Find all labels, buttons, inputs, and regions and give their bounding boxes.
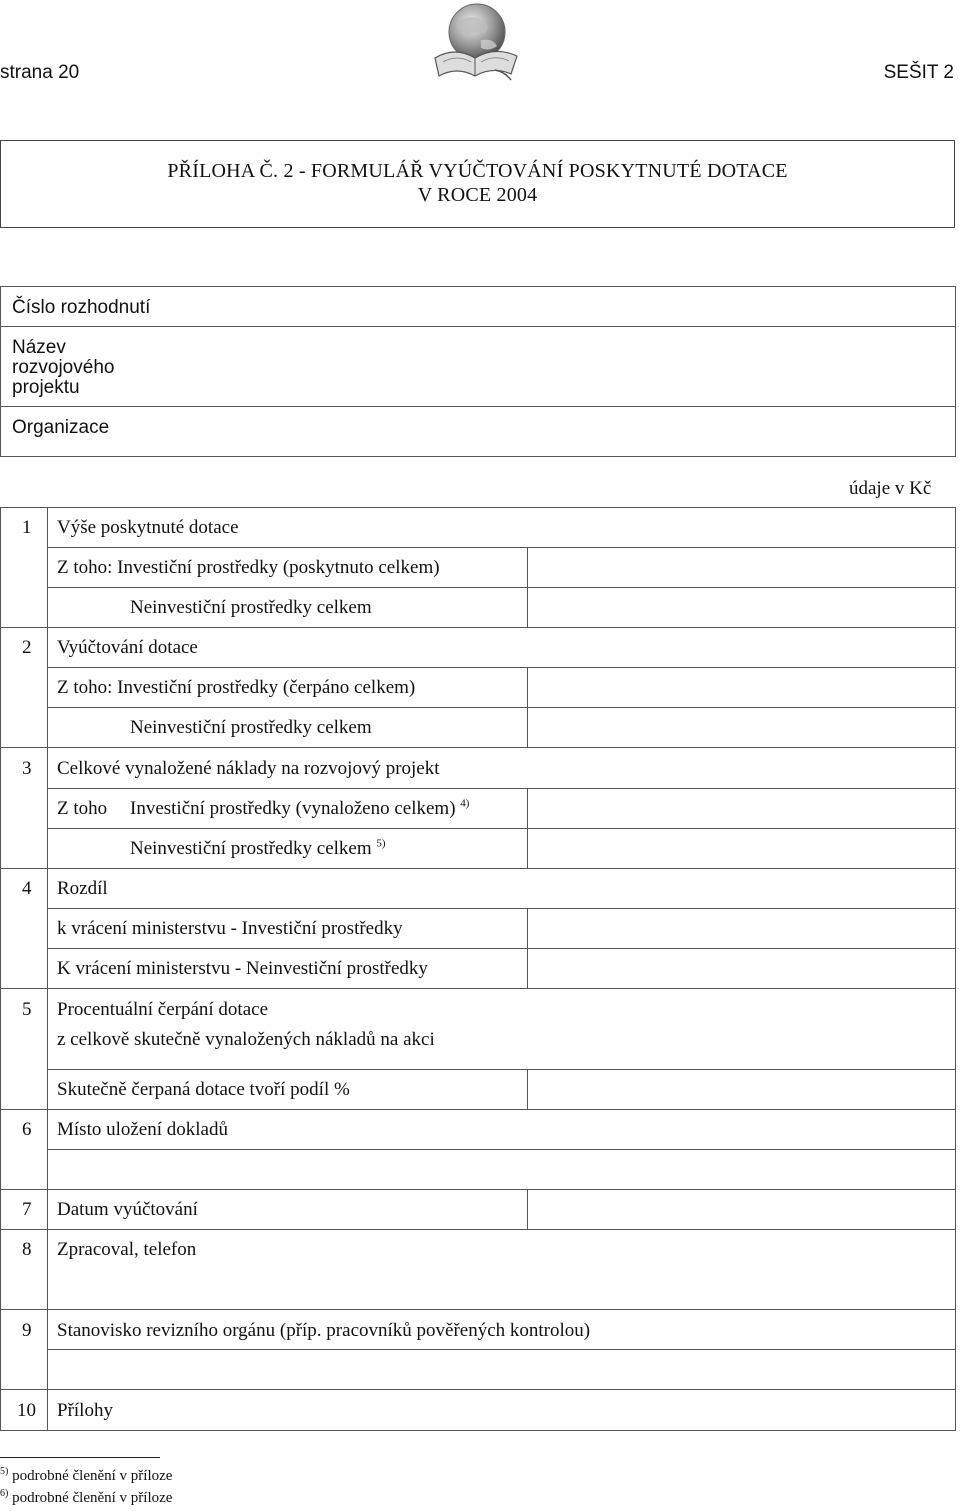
row-line xyxy=(0,1109,956,1110)
granted-subsidy-label: Výše poskytnuté dotace xyxy=(57,517,239,538)
value-col-sep-5 xyxy=(527,1069,528,1109)
organization-label: Organizace xyxy=(12,417,110,438)
footnote-ref: 4) xyxy=(460,797,470,810)
refund-noninvestment-label: K vrácení ministerstvu - Neinvestiční prostředky xyxy=(57,958,428,979)
row-line xyxy=(47,948,956,949)
booklet-label: SEŠIT 2 xyxy=(883,62,954,83)
row-line xyxy=(47,1069,956,1070)
prepared-by-label: Zpracoval, telefon xyxy=(57,1239,197,1260)
row-number: 7 xyxy=(22,1199,32,1220)
subsidy-settlement-label: Vyúčtování dotace xyxy=(57,637,198,658)
footnote-separator xyxy=(0,1457,160,1458)
table-top xyxy=(0,507,956,508)
form-title-line1: PŘÍLOHA Č. 2 - FORMULÁŘ VYÚČTOVÁNÍ POSKYTNUTÉ DOTACE xyxy=(167,160,788,182)
row-line xyxy=(47,547,956,548)
row-number: 5 xyxy=(22,999,32,1020)
decision-number-label: Číslo rozhodnutí xyxy=(12,297,151,318)
info-box-bottom xyxy=(0,456,956,457)
refund-investment-label: k vrácení ministerstvu - Investiční prostředky xyxy=(57,918,403,939)
documents-location-label: Místo uložení dokladů xyxy=(57,1119,228,1140)
info-box-left xyxy=(0,286,1,456)
settlement-date-label: Datum vyúčtování xyxy=(57,1199,198,1220)
granted-noninvestment-label: Neinvestiční prostředky celkem xyxy=(130,597,372,618)
row-line xyxy=(47,707,956,708)
row-number: 1 xyxy=(22,517,32,538)
row-line xyxy=(0,868,956,869)
footnote-2: $^{6)}$ podrobné členění v příloze xyxy=(0,1488,173,1506)
units-note: údaje v Kč xyxy=(849,478,932,499)
row-line xyxy=(0,988,956,989)
row-number: 3 xyxy=(22,758,32,779)
attachments-label: Přílohy xyxy=(57,1400,113,1421)
form-title-box xyxy=(0,140,955,228)
row-line xyxy=(0,747,956,748)
value-col-sep-6 xyxy=(527,1189,528,1229)
spent-investment-label: Investiční prostředky (vynaloženo celkem) $^{4)}$ xyxy=(130,797,470,819)
row-number: 10 xyxy=(17,1400,36,1421)
difference-label: Rozdíl xyxy=(57,878,108,899)
row-number: 4 xyxy=(22,878,32,899)
row-line xyxy=(0,1189,956,1190)
footnote-1: $^{5)}$ podrobné členění v příloze xyxy=(0,1466,173,1484)
row-line xyxy=(0,1309,956,1310)
row-number: 2 xyxy=(22,637,32,658)
percent-drawing-label: Procentuální čerpání dotace xyxy=(57,999,269,1020)
row-line xyxy=(47,1349,956,1350)
percent-drawing-sublabel: z celkově skutečně vynaložených nákladů na akci xyxy=(57,1029,435,1050)
row-number: 9 xyxy=(22,1320,32,1341)
total-costs-label: Celkové vynaložené náklady na rozvojový projekt xyxy=(57,758,440,779)
globe-book-logo xyxy=(425,0,525,82)
table-left xyxy=(0,507,1,1431)
row-line xyxy=(0,627,956,628)
granted-investment-label: Z toho: Investiční prostředky (poskytnuto celkem) xyxy=(57,557,440,578)
row-line xyxy=(47,1149,956,1150)
row-line xyxy=(47,788,956,789)
page-number: strana 20 xyxy=(0,62,80,83)
spent-noninvestment-label: Neinvestiční prostředky celkem $^{5)}$ xyxy=(130,837,386,859)
row-line xyxy=(47,828,956,829)
row-line xyxy=(0,1389,956,1390)
info-box-top xyxy=(0,286,956,287)
project-name-label-3: projektu xyxy=(12,377,80,398)
table-right xyxy=(955,507,956,1431)
total-costs-of-which: Z toho xyxy=(57,798,108,819)
actual-share-label: Skutečně čerpaná dotace tvoří podíl % xyxy=(57,1079,350,1100)
info-box-divider-1 xyxy=(0,326,956,327)
row-line xyxy=(0,1229,956,1230)
info-box-divider-2 xyxy=(0,406,956,407)
number-column-separator xyxy=(47,507,48,1431)
footnote-ref: 5) xyxy=(376,837,386,850)
project-name-label-1: Název xyxy=(12,337,66,358)
drawn-noninvestment-label: Neinvestiční prostředky celkem xyxy=(130,717,372,738)
row-line xyxy=(47,587,956,588)
row-line xyxy=(47,667,956,668)
project-name-label-2: rozvojového xyxy=(12,357,115,378)
table-bottom xyxy=(0,1430,956,1431)
row-line xyxy=(47,908,956,909)
drawn-investment-label: Z toho: Investiční prostředky (čerpáno celkem) xyxy=(57,677,416,698)
audit-opinion-label: Stanovisko revizního orgánu (příp. pracovníků pověřených kontrolou) xyxy=(57,1320,591,1341)
row-number: 6 xyxy=(22,1119,32,1140)
row-number: 8 xyxy=(22,1239,32,1260)
form-title-line2: V ROCE 2004 xyxy=(417,184,538,206)
info-box-right xyxy=(955,286,956,456)
